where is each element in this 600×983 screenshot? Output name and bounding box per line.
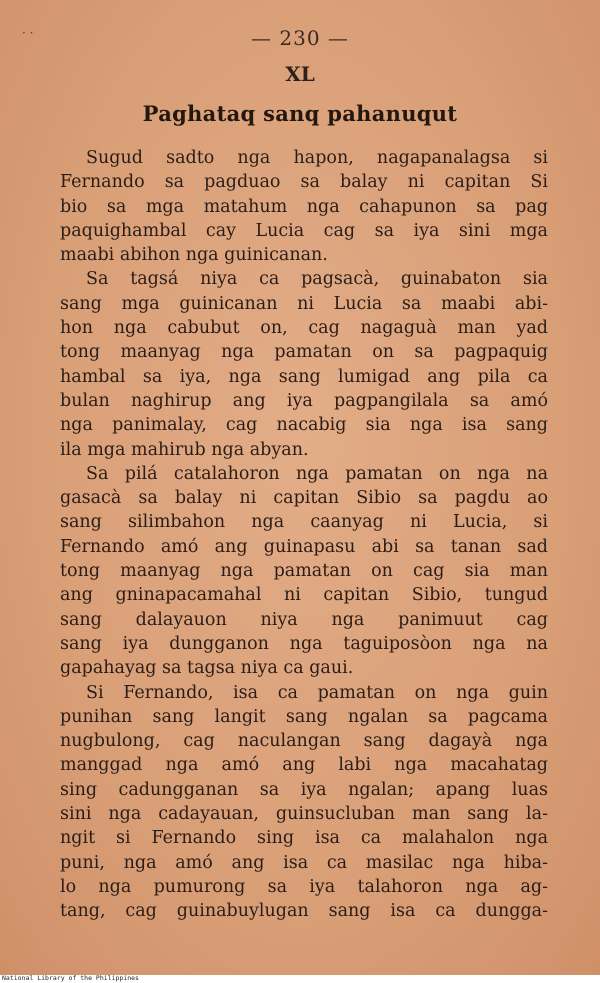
text-line: nga panimalay, cag nacabig sia nga isa sang [60, 415, 548, 436]
text-line: Fernando sa pagduao sa balay ni capitan Si [60, 172, 548, 193]
text-line: Sa tagsá niya ca pagsacà, guinabaton sia [86, 269, 548, 290]
body-text [60, 146, 548, 924]
text-line: punihan sang langit sang ngalan sa pagcama [60, 706, 548, 727]
text-line: gasacà sa balay ni capitan Sibio sa pagdu ao [60, 488, 548, 509]
chapter-number: XL [285, 62, 315, 86]
text-line: sang iya dungganon nga taguiposòon nga na [60, 633, 548, 654]
library-credit: National Library of the Philippines [2, 974, 139, 982]
text-line: maabi abihon nga guinicanan. [60, 245, 328, 266]
text-line: sang silimbahon nga caanyag ni Lucia, si [60, 512, 548, 533]
chapter-title: Paghataq sanq pahanuqut [142, 101, 458, 126]
text-line: bulan naghirup ang iya pagpangilala sa amó [60, 390, 548, 411]
text-line: tong maanyag nga pamatan on sa pagpaquig [60, 342, 548, 363]
text-line: nugbulong, cag naculangan sang dagayà nga [60, 731, 548, 752]
text-line: Sa pilá catalahoron nga pamatan on nga na [86, 463, 548, 484]
text-line: Sugud sadto nga hapon, nagapanalagsa si [86, 148, 548, 168]
text-line: sing cadungganan sa iya ngalan; apang luas [60, 779, 548, 800]
text-line: hon nga cabubut on, cag nagaguà man yad [60, 318, 548, 339]
paper-specks: · · [22, 26, 34, 40]
text-line: tang, cag guinabuylugan sang isa ca dungga- [60, 901, 548, 922]
text-line: Fernando amó ang guinapasu abi sa tanan sad [60, 536, 548, 557]
text-line: sang dalayauon niya nga panimuut cag [60, 609, 548, 630]
text-line: ang gninapacamahal ni capitan Sibio, tungud [60, 585, 548, 606]
page-number: — 230 — [251, 26, 349, 50]
text-line: Si Fernando, isa ca pamatan on nga guin [86, 682, 548, 703]
text-line: lo nga pumurong sa iya talahoron nga ag- [60, 876, 548, 897]
text-line: sini nga cadayauan, guinsucluban man sang la- [60, 804, 548, 825]
text-line: tong maanyag nga pamatan on cag sia man [60, 561, 548, 582]
text-line: ngit si Fernando sing isa ca malahalon nga [60, 828, 548, 849]
text-line: ila mga mahirub nga abyan. [60, 439, 309, 460]
text-line: puni, nga amó ang isa ca masilac nga hiba- [60, 852, 548, 873]
text-line: bio sa mga matahum nga cahapunon sa pag [60, 196, 548, 217]
text-line: manggad nga amó ang labi nga macahatag [60, 755, 548, 776]
text-line: sang mga guinicanan ni Lucia sa maabi abi- [60, 293, 548, 314]
text-line: hambal sa iya, nga sang lumigad ang pila ca [60, 366, 548, 387]
text-line: paquighambal cay Lucia cag sa iya sini mga [60, 220, 548, 241]
text-line: gapahayag sa tagsa niya ca gaui. [60, 658, 354, 679]
